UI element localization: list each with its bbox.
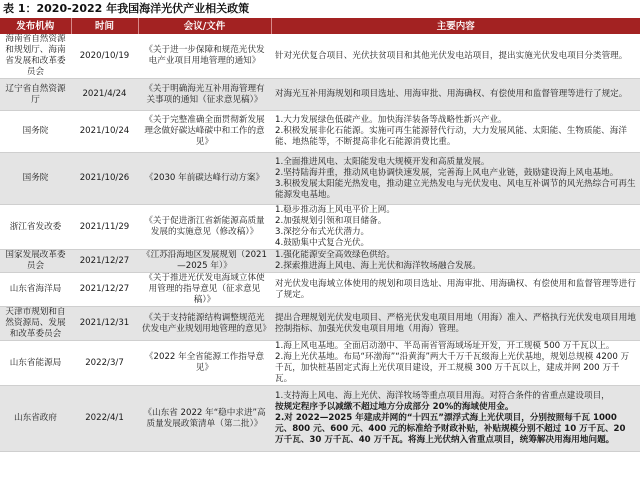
cell-org: 海南省自然资源和规划厅、海南省发展和改革委员会: [0, 34, 71, 79]
cell-org: 山东省能源局: [0, 341, 71, 386]
content-line: 1.大力发展绿色低碳产业。加快海洋装备等战略性新兴产业。: [275, 115, 507, 125]
content-line: 2.积极发展非化石能源。实施可再生能源替代行动，大力发展风能、太阳能、生物质能、海洋能、地热能等，不断提高非化石能源消费比重。: [275, 126, 627, 147]
content-line: 提出合理规划光伏发电项目、严格光伏发电项目用地（用海）准入、严格执行光伏发电项目用地控制指标、加强光伏发电项目用地（用海）管理。: [275, 312, 636, 334]
cell-date: 2021/10/26: [71, 153, 138, 205]
content-line: 2.探索推进海上风电、海上光伏和海洋牧场融合发展。: [275, 261, 481, 271]
cell-doc: 《关于明确海光互补用海管理有关事项的通知（征求意见稿）》: [138, 79, 271, 111]
cell-date: 2020/10/19: [71, 34, 138, 79]
table-row: [0, 153, 640, 205]
cell-date: 2021/10/24: [71, 111, 138, 153]
cell-date: 2021/4/24: [71, 79, 138, 111]
cell-doc: 《山东省 2022 年“稳中求进”高质量发展政策清单（第二批）》: [138, 386, 271, 452]
cell-date: 2021/12/27: [71, 250, 138, 273]
header-doc: 会议/文件: [138, 18, 271, 34]
cell-doc: 《关于推进光伏发电海域立体使用管理的指导意见（征求意见稿）》: [138, 273, 271, 307]
cell-date: 2021/12/31: [71, 307, 138, 341]
cell-doc: 《2022 年全省能源工作指导意见》: [138, 341, 271, 386]
content-line: 1.稳步推动海上风电平价上网。: [275, 205, 395, 215]
content-line: 针对光伏复合项目、光伏扶贫项目和其他光伏发电站项目，提出实施光伏发电项目分类管理。: [275, 50, 628, 61]
table-row: [0, 34, 640, 79]
content-line: 1.全面推进风电、太阳能发电大规模开发和高质量发展。: [275, 156, 490, 167]
header-content: 主要内容: [271, 18, 640, 34]
cell-org: 山东省政府: [0, 386, 71, 452]
content-line: 按规定程序予以减缴不超过地方分成部分 20%的海域使用金。: [275, 402, 514, 412]
cell-date: 2021/12/27: [71, 273, 138, 307]
table-caption: 表 1：2020-2022 年我国海洋光伏产业相关政策: [3, 2, 250, 15]
cell-date: 2022/3/7: [71, 341, 138, 386]
table-header: [0, 18, 640, 34]
cell-date: 2022/4/1: [71, 386, 138, 452]
table-row: [0, 205, 640, 250]
cell-content: [271, 250, 640, 273]
cell-content: [271, 153, 640, 205]
cell-content: [271, 386, 640, 452]
table-row: [0, 79, 640, 111]
table-row: [0, 250, 640, 273]
table-row: [0, 273, 640, 307]
content-line: 4.鼓励集中式复合光伏。: [275, 238, 370, 248]
cell-doc: 《2030 年前碳达峰行动方案》: [138, 153, 271, 205]
cell-content: [271, 307, 640, 341]
cell-content: [271, 205, 640, 250]
content-line: 2.坚持陆海并重，推动风电协调快速发展，完善海上风电产业链，鼓励建设海上风电基地。: [275, 167, 619, 178]
cell-doc: 《江苏沿海地区发展规划（2021—2025 年）》: [138, 250, 271, 273]
cell-doc: 《关于进一步保障和规范光伏发电产业项目用地管理的通知》: [138, 34, 271, 79]
header-date: 时间: [71, 18, 138, 34]
cell-org: 浙江省发改委: [0, 205, 71, 250]
content-line: 1.支持海上风电、海上光伏、海洋牧场等重点项目用海。对符合条件的省重点建设项目，: [275, 391, 610, 401]
content-line: 3.深挖分布式光伏潜力。: [275, 227, 370, 237]
cell-content: [271, 341, 640, 386]
table-body: [0, 34, 640, 452]
cell-org: 天津市规划和自然资源局、发展和改革委员会: [0, 307, 71, 341]
cell-content: [271, 111, 640, 153]
header-org: 发布机构: [0, 18, 71, 34]
policy-table: [0, 18, 640, 452]
cell-doc: 《关于促进浙江省新能源高质量发展的实施意见（修改稿）》: [138, 205, 271, 250]
cell-org: 辽宁省自然资源厅: [0, 79, 71, 111]
content-line: 对海光互补用海规划和项目选址、用海审批、用海确权、有偿使用和监督管理等进行了规定。: [275, 89, 628, 99]
cell-org: 国家发展改革委员会: [0, 250, 71, 273]
cell-content: [271, 79, 640, 111]
cell-content: [271, 273, 640, 307]
content-line: 2.对 2022—2025 年建成并网的“十四五”漂浮式海上光伏项目，分别按照每千瓦 1000 元、800 元、600 元、400 元的标准给予财政补贴，补贴规模分别不超过 10 万千瓦、20 万千瓦、30 万千瓦、40 万千瓦。将海上光伏纳入省重点项目，统筹解决用海用地问题。: [275, 413, 626, 445]
cell-doc: 《关于支持能源结构调整规范光伏发电产业规划用地管理的意见》: [138, 307, 271, 341]
cell-content: [271, 34, 640, 79]
cell-doc: 《关于完整准确全面贯彻新发展理念做好碳达峰碳中和工作的意见》: [138, 111, 271, 153]
cell-org: 国务院: [0, 111, 71, 153]
cell-date: 2021/11/29: [71, 205, 138, 250]
table-row: [0, 111, 640, 153]
content-line: 3.积极发展太阳能光热发电，推动建立光热发电与光伏发电、风电互补调节的风光热综合可再生能源发电基地。: [275, 178, 636, 200]
table-row: [0, 307, 640, 341]
cell-org: 山东省海洋局: [0, 273, 71, 307]
table-row: [0, 341, 640, 386]
content-line: 2.加强规划引领和项目储备。: [275, 216, 387, 226]
content-line: 1.海上风电基地。全面启动渤中、半岛南省管海域场址开发，开工规模 500 万千瓦以上。: [275, 341, 615, 351]
content-line: 2.海上光伏基地。布局“环渤海”“沿黄海”两大千万千瓦级海上光伏基地，规划总规模 4200 万千瓦，加快桩基固定式海上光伏项目建设，开工规模 300 万千瓦以上，建成并网 200 万千瓦。: [275, 352, 630, 384]
content-line: 1.强化能源安全高效绿色供给。: [275, 250, 395, 260]
table-row: [0, 386, 640, 452]
cell-org: 国务院: [0, 153, 71, 205]
content-line: 对光伏发电海域立体使用的规划和项目选址、用海审批、用海确权、有偿使用和监督管理等进行了规定。: [275, 278, 636, 300]
